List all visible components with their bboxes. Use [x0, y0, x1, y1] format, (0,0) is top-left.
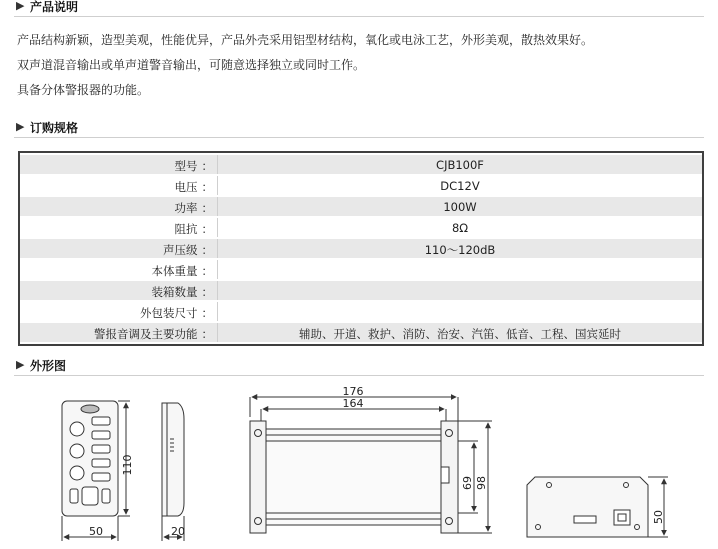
spec-row	[20, 218, 702, 237]
spec-row	[20, 197, 702, 216]
section-arrow-icon: ▶	[16, 120, 25, 133]
spec-row	[20, 260, 702, 279]
description-line-3: 具备分体警报器的功能。	[17, 83, 150, 97]
spec-label-colon: ：	[201, 159, 213, 173]
spec-row	[20, 323, 702, 342]
section-arrow-icon: ▶	[16, 358, 25, 371]
dim-box-outer-width: 176	[342, 385, 364, 398]
spec-value: DC12V	[440, 179, 480, 193]
spec-label-text: 电压	[174, 180, 198, 194]
dim-box-inner-width: 164	[342, 397, 364, 410]
amplifier-top-view	[250, 397, 492, 533]
spec-label-text: 型号	[174, 159, 198, 173]
section-header-spec	[14, 119, 704, 138]
spec-label-colon: ：	[201, 201, 213, 215]
spec-label-text: 装箱数量	[151, 285, 198, 299]
spec-label-text: 阻抗	[174, 222, 198, 236]
spec-label	[20, 284, 213, 300]
section-title: 订购规格	[30, 121, 79, 135]
remote-side-view	[162, 403, 184, 541]
spec-value: 100W	[443, 200, 477, 214]
spec-row	[20, 155, 702, 174]
spec-row	[20, 239, 702, 258]
dim-end-height: 50	[652, 510, 665, 524]
spec-label-colon: ：	[201, 306, 213, 320]
spec-label-colon: ：	[201, 243, 213, 257]
spec-value: CJB100F	[436, 158, 484, 172]
spec-label	[20, 242, 213, 258]
spec-label	[20, 158, 213, 174]
spec-label	[20, 305, 213, 321]
spec-value: 辅助、开道、救护、消防、治安、汽笛、低音、工程、国宾延时	[299, 327, 621, 341]
spec-label	[20, 263, 213, 279]
dim-remote-width: 50	[89, 525, 103, 538]
spec-label	[20, 326, 213, 342]
spec-label-colon: ：	[201, 264, 213, 278]
spec-divider	[217, 260, 218, 279]
section-header-drawing	[14, 357, 704, 376]
spec-row	[20, 281, 702, 300]
spec-divider	[217, 281, 218, 300]
dim-box-height-inner: 69	[461, 476, 474, 490]
spec-label-colon: ：	[201, 180, 213, 194]
outline-drawing	[0, 379, 718, 549]
spec-label-colon: ：	[201, 285, 213, 299]
dim-remote-height: 110	[121, 454, 134, 476]
spec-table	[18, 151, 704, 346]
spec-label	[20, 221, 213, 237]
spec-label-text: 外包装尺寸	[140, 306, 198, 320]
spec-label	[20, 179, 213, 195]
spec-value: 110～120dB	[424, 243, 496, 257]
spec-label-text: 声压级	[163, 243, 198, 257]
dim-remote-depth: 20	[171, 525, 185, 538]
section-title: 外形图	[30, 359, 67, 373]
description-line-1: 产品结构新颖，造型美观，性能优异，产品外壳采用铝型材结构，氧化或电泳工艺，外形美观，散热效果好。	[17, 33, 594, 47]
spec-label-colon: ：	[201, 222, 213, 236]
dim-box-height-outer: 98	[475, 476, 488, 490]
description-line-2: 双声道混音输出或单声道警音输出，可随意选择独立或同时工作。	[17, 58, 366, 72]
section-title: 产品说明	[30, 0, 79, 14]
spec-row	[20, 302, 702, 321]
remote-front-view	[62, 401, 130, 541]
spec-divider	[217, 302, 218, 321]
spec-label-colon: ：	[201, 327, 213, 341]
spec-label-text: 功率	[174, 201, 198, 215]
spec-label-text: 警报音调及主要功能	[94, 327, 198, 341]
amplifier-end-view	[527, 477, 668, 537]
spec-label	[20, 200, 213, 216]
spec-row	[20, 176, 702, 195]
section-header-description	[14, 0, 704, 17]
spec-label-text: 本体重量	[151, 264, 198, 278]
spec-value: 8Ω	[451, 221, 469, 235]
section-arrow-icon: ▶	[16, 0, 25, 12]
